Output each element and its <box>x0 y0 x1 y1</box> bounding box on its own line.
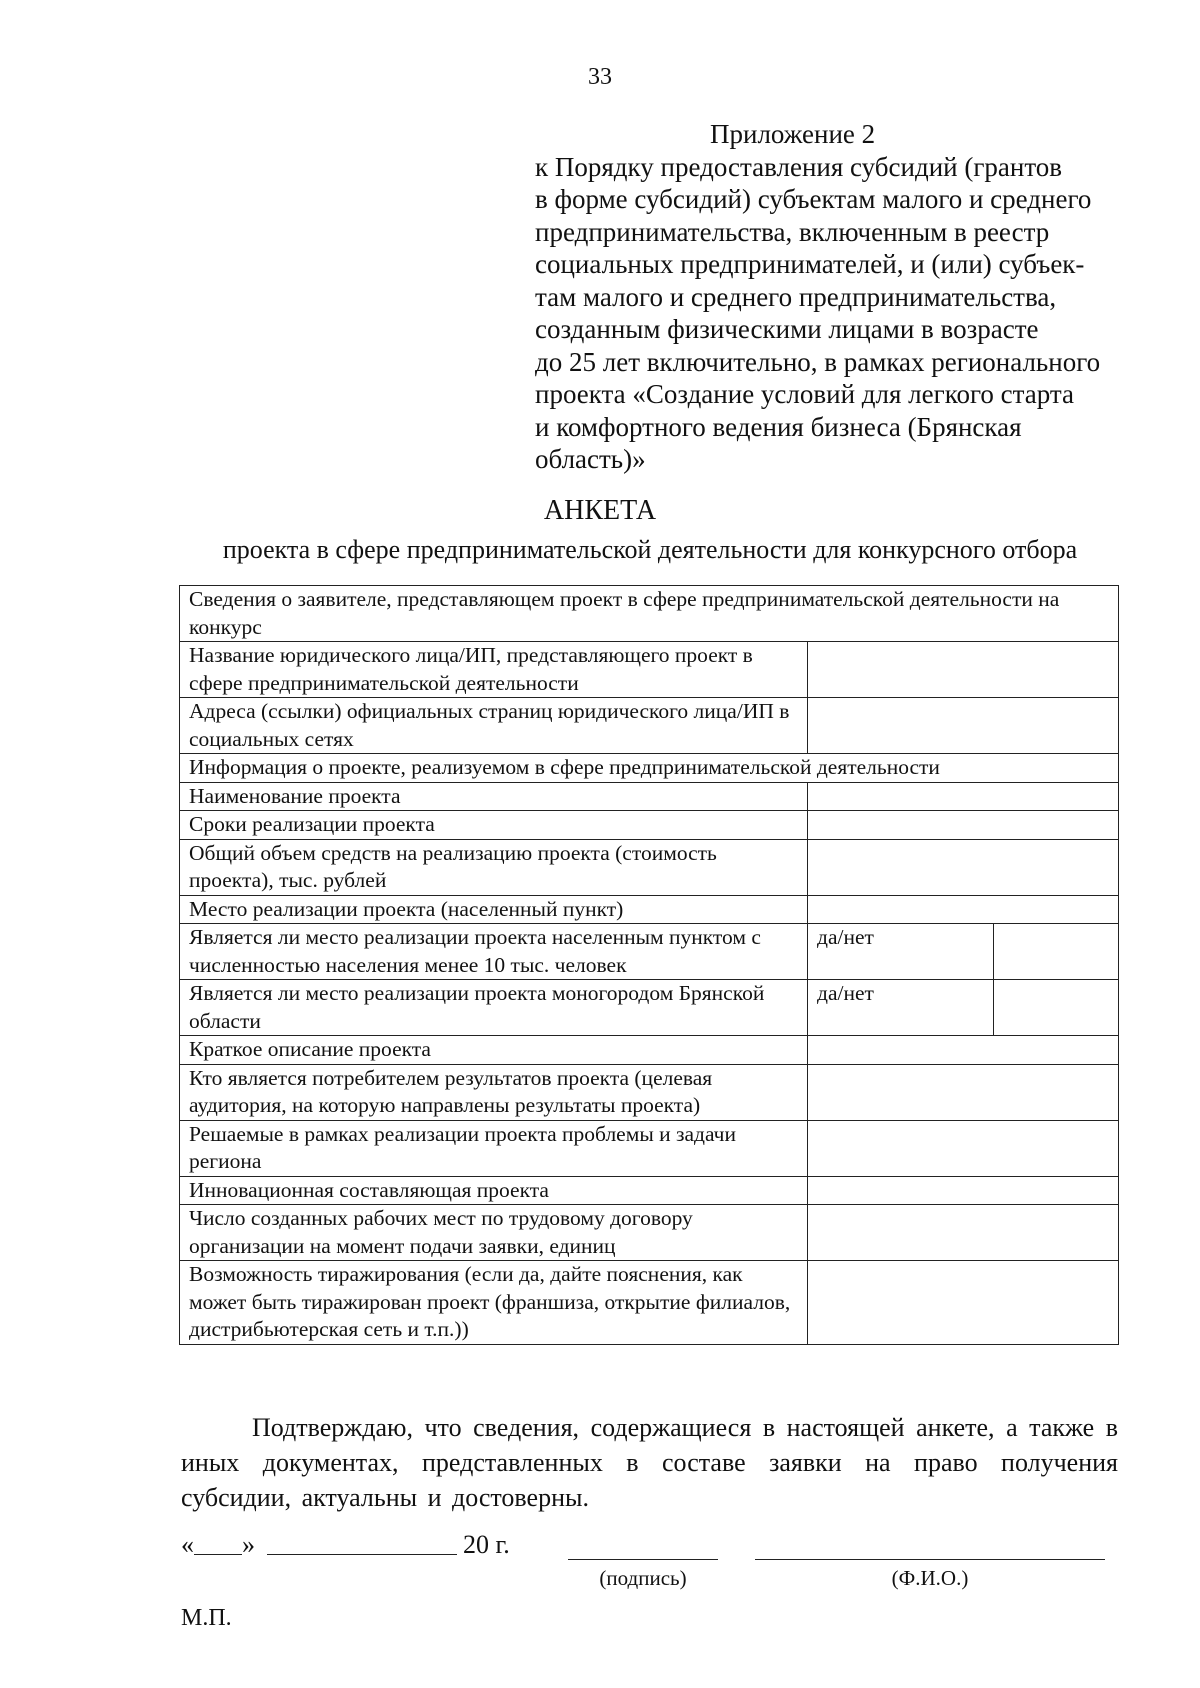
label-cell: Инновационная составляющая проекта <box>180 1176 808 1205</box>
table-row <box>180 924 1119 980</box>
appendix-line: в форме субсидий) субъектам малого и среднего <box>535 184 1092 214</box>
table-row <box>180 642 1119 698</box>
appendix-line: проекта «Создание условий для легкого старта <box>535 379 1074 409</box>
section-project: Информация о проекте, реализуемом в сфере предпринимательской деятельности <box>180 754 1119 783</box>
label-cell: Решаемые в рамках реализации проекта проблемы и задачи региона <box>180 1120 808 1176</box>
table-row <box>180 1205 1119 1261</box>
answer-cell[interactable] <box>808 1120 1119 1176</box>
label-cell: Место реализации проекта (населенный пункт) <box>180 895 808 924</box>
table-row <box>180 980 1119 1036</box>
table-row <box>180 895 1119 924</box>
quote-close: » <box>242 1530 255 1559</box>
table-row <box>180 1120 1119 1176</box>
month-blank[interactable] <box>267 1530 457 1555</box>
answer-cell[interactable] <box>808 811 1119 840</box>
appendix-title: Приложение 2 <box>710 119 876 149</box>
appendix-line: к Порядку предоставления субсидий (грантов <box>535 151 1063 182</box>
yes-no-cell: да/нет <box>808 980 994 1036</box>
year-label: 20 г. <box>463 1530 510 1559</box>
table-row <box>180 839 1119 895</box>
label-cell: Название юридического лица/ИП, представляющего проект в сфере предпринимательской деятельности <box>180 642 808 698</box>
form-subheading: проекта в сфере предпринимательской деятельности для конкурсного отбора <box>222 535 1078 564</box>
answer-cell[interactable] <box>808 1064 1119 1120</box>
label-cell: Кто является потребителем результатов проекта (целевая аудитория, на которую направлены результаты проекта) <box>180 1064 808 1120</box>
label-cell: Краткое описание проекта <box>180 1036 808 1065</box>
label-cell: Является ли место реализации проекта населенным пунктом с численностью населения менее 10 тыс. человек <box>180 924 808 980</box>
appendix-line: и комфортного ведения бизнеса (Брянская <box>535 411 1022 442</box>
appendix-header <box>535 118 1135 476</box>
label-cell: Адреса (ссылки) официальных страниц юридического лица/ИП в социальных сетях <box>180 698 808 754</box>
answer-cell[interactable] <box>808 895 1119 924</box>
label-cell: Число созданных рабочих мест по трудовому договору организации на момент подачи заявки, единиц <box>180 1205 808 1261</box>
appendix-line: там малого и среднего предпринимательства, <box>535 281 1057 312</box>
table-row <box>180 698 1119 754</box>
signature-caption: (подпись) <box>599 1566 687 1590</box>
stamp-place: М.П. <box>181 1605 232 1631</box>
answer-cell[interactable] <box>994 980 1119 1036</box>
label-cell: Возможность тиражирования (если да, дайте пояснения, как может быть тиражирован проект (франшиза, открытие филиалов, дистрибьютерская сеть и т.п.)) <box>180 1261 808 1345</box>
appendix-line: область)» <box>535 444 646 474</box>
answer-cell[interactable] <box>808 1261 1119 1345</box>
full-name-caption: (Ф.И.О.) <box>891 1566 969 1590</box>
table-row <box>180 1064 1119 1120</box>
label-cell: Наименование проекта <box>180 782 808 811</box>
answer-cell[interactable] <box>808 1176 1119 1205</box>
answer-cell[interactable] <box>994 924 1119 980</box>
answer-cell[interactable] <box>808 782 1119 811</box>
section-row <box>180 586 1119 642</box>
answer-cell[interactable] <box>808 1205 1119 1261</box>
answer-cell[interactable] <box>808 642 1119 698</box>
questionnaire-table <box>179 585 1119 1345</box>
table-row <box>180 1176 1119 1205</box>
table-row <box>180 782 1119 811</box>
full-name-blank[interactable] <box>755 1559 1105 1560</box>
day-blank[interactable] <box>194 1530 242 1555</box>
appendix-line: до 25 лет включительно, в рамках регионального <box>535 346 1101 377</box>
page-number: 33 <box>588 64 612 90</box>
table-row <box>180 1036 1119 1065</box>
label-cell: Сроки реализации проекта <box>180 811 808 840</box>
answer-cell[interactable] <box>808 839 1119 895</box>
appendix-line: предпринимательства, включенным в реестр <box>535 216 1050 247</box>
answer-cell[interactable] <box>808 1036 1119 1065</box>
table-row <box>180 1261 1119 1345</box>
quote-open: « <box>181 1530 194 1559</box>
form-heading: АНКЕТА <box>543 495 657 526</box>
appendix-line: созданным физическими лицами в возрасте <box>535 314 1039 344</box>
section-applicant: Сведения о заявителе, представляющем проект в сфере предпринимательской деятельности на конкурс <box>180 586 1119 642</box>
confirmation-text: Подтверждаю, что сведения, содержащиеся в настоящей анкете, а также в иных документах, представленных в составе заявки на право получения субсидии, актуальны и достоверны. <box>181 1413 1118 1512</box>
section-row <box>180 754 1119 783</box>
table-row <box>180 811 1119 840</box>
label-cell: Является ли место реализации проекта моногородом Брянской области <box>180 980 808 1036</box>
date-line <box>181 1530 510 1560</box>
label-cell: Общий объем средств на реализацию проекта (стоимость проекта), тыс. рублей <box>180 839 808 895</box>
appendix-line: социальных предпринимателей, и (или) субъек- <box>535 249 1085 279</box>
signature-blank[interactable] <box>568 1559 718 1560</box>
yes-no-cell: да/нет <box>808 924 994 980</box>
answer-cell[interactable] <box>808 698 1119 754</box>
